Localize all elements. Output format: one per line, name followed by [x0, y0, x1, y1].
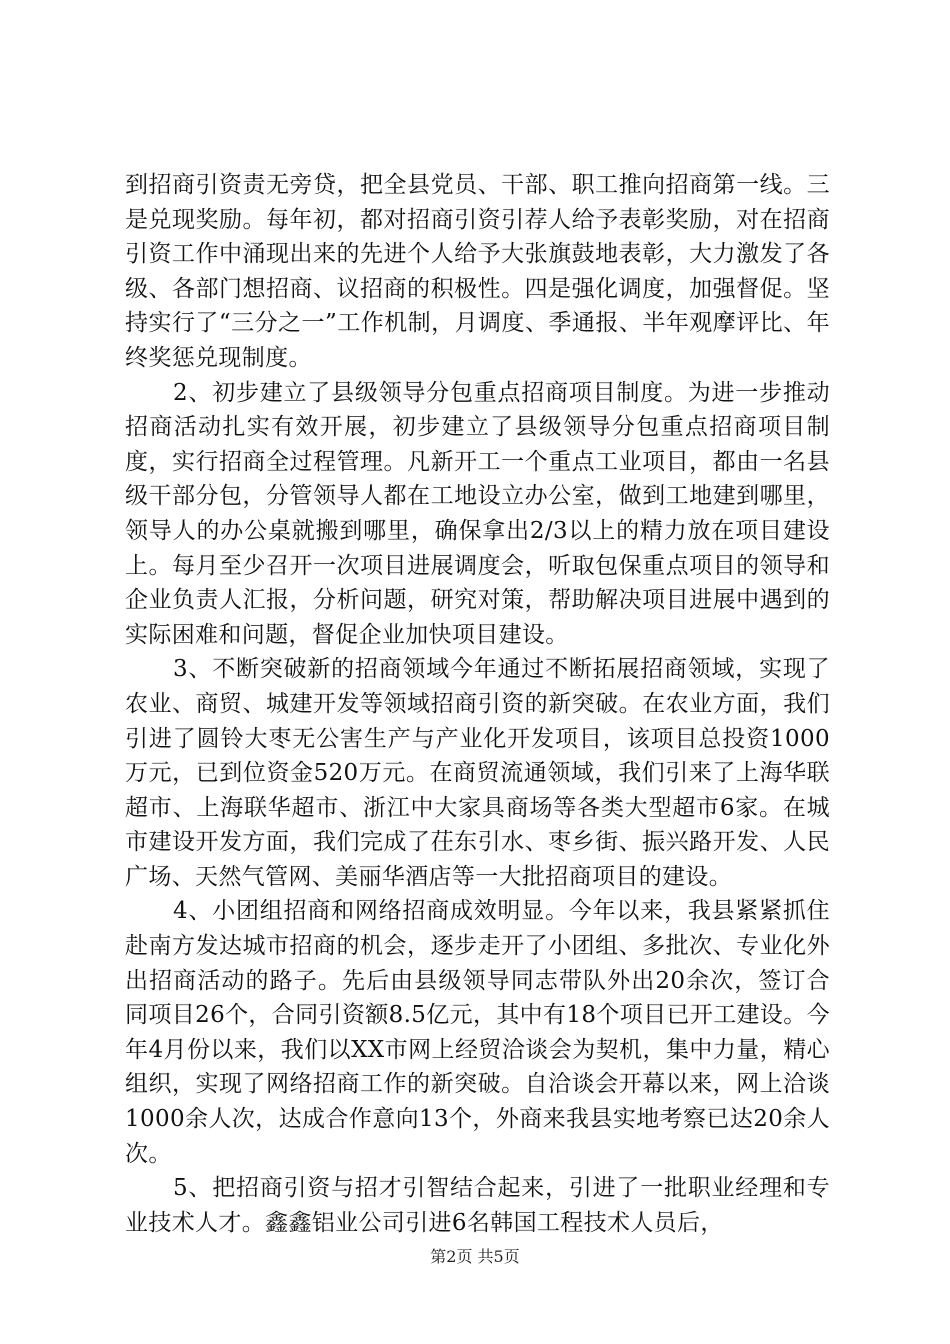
paragraph-1: 到招商引资责无旁贷，把全县党员、干部、职工推向招商第一线。三是兑现奖励。每年初，都对招商引资引荐人给予表彰奖励，对在招商引资工作中涌现出来的先进个人给予大张旗鼓地表彰，大力激发了各级、各部门想招商、议招商的积极性。四是强化调度，加强督促。坚持实行了“三分之一”工作机制，月调度、季通报、半年观摩评比、年终奖惩兑现制度。	[125, 172, 830, 371]
page-footer: 第2页 共5页	[430, 1247, 520, 1266]
paragraph-4: 4、小团组招商和网络招商成效明显。今年以来，我县紧紧抓住赴南方发达城市招商的机会，逐步走开了小团组、多批次、专业化外出招商活动的路子。先后由县级领导同志带队外出20余次，签订合同项目26个，合同引资额8.5亿元，其中有18个项目已开工建设。今年4月份以来，我们以XX市网上经贸洽谈会为契机，集中力量，精心组织，实现了网络招商工作的新突破。自洽谈会开幕以来，网上洽谈1000余人次，达成合作意向13个，外商来我县实地考察已达20余人次。	[125, 898, 830, 1167]
document-body	[125, 168, 830, 1240]
paragraph-3: 3、不断突破新的招商领域今年通过不断拓展招商领域，实现了农业、商贸、城建开发等领域招商引资的新突破。在农业方面，我们引进了圆铃大枣无公害生产与产业化开发项目，该项目总投资1000万元，已到位资金520万元。在商贸流通领域，我们引来了上海华联超市、上海联华超市、浙江中大家具商场等各类大型超市6家。在城市建设开发方面，我们完成了茌东引水、枣乡街、振兴路开发、人民广场、天然气管网、美丽华酒店等一大批招商项目的建设。	[125, 656, 830, 890]
paragraph-5: 5、把招商引资与招才引智结合起来，引进了一批职业经理和专业技术人才。鑫鑫铝业公司引进6名韩国工程技术人员后，	[125, 1175, 830, 1236]
paragraph-2: 2、初步建立了县级领导分包重点招商项目制度。为进一步推动招商活动扎实有效开展，初步建立了县级领导分包重点招商项目制度，实行招商全过程管理。凡新开工一个重点工业项目，都由一名县级干部分包，分管领导人都在工地设立办公室，做到工地建到哪里，领导人的办公桌就搬到哪里，确保拿出2/3以上的精力放在项目建设上。每月至少召开一次项目进展调度会，听取包保重点项目的领导和企业负责人汇报，分析问题，研究对策，帮助解决项目进展中遇到的实际困难和问题，督促企业加快项目建设。	[125, 379, 830, 648]
